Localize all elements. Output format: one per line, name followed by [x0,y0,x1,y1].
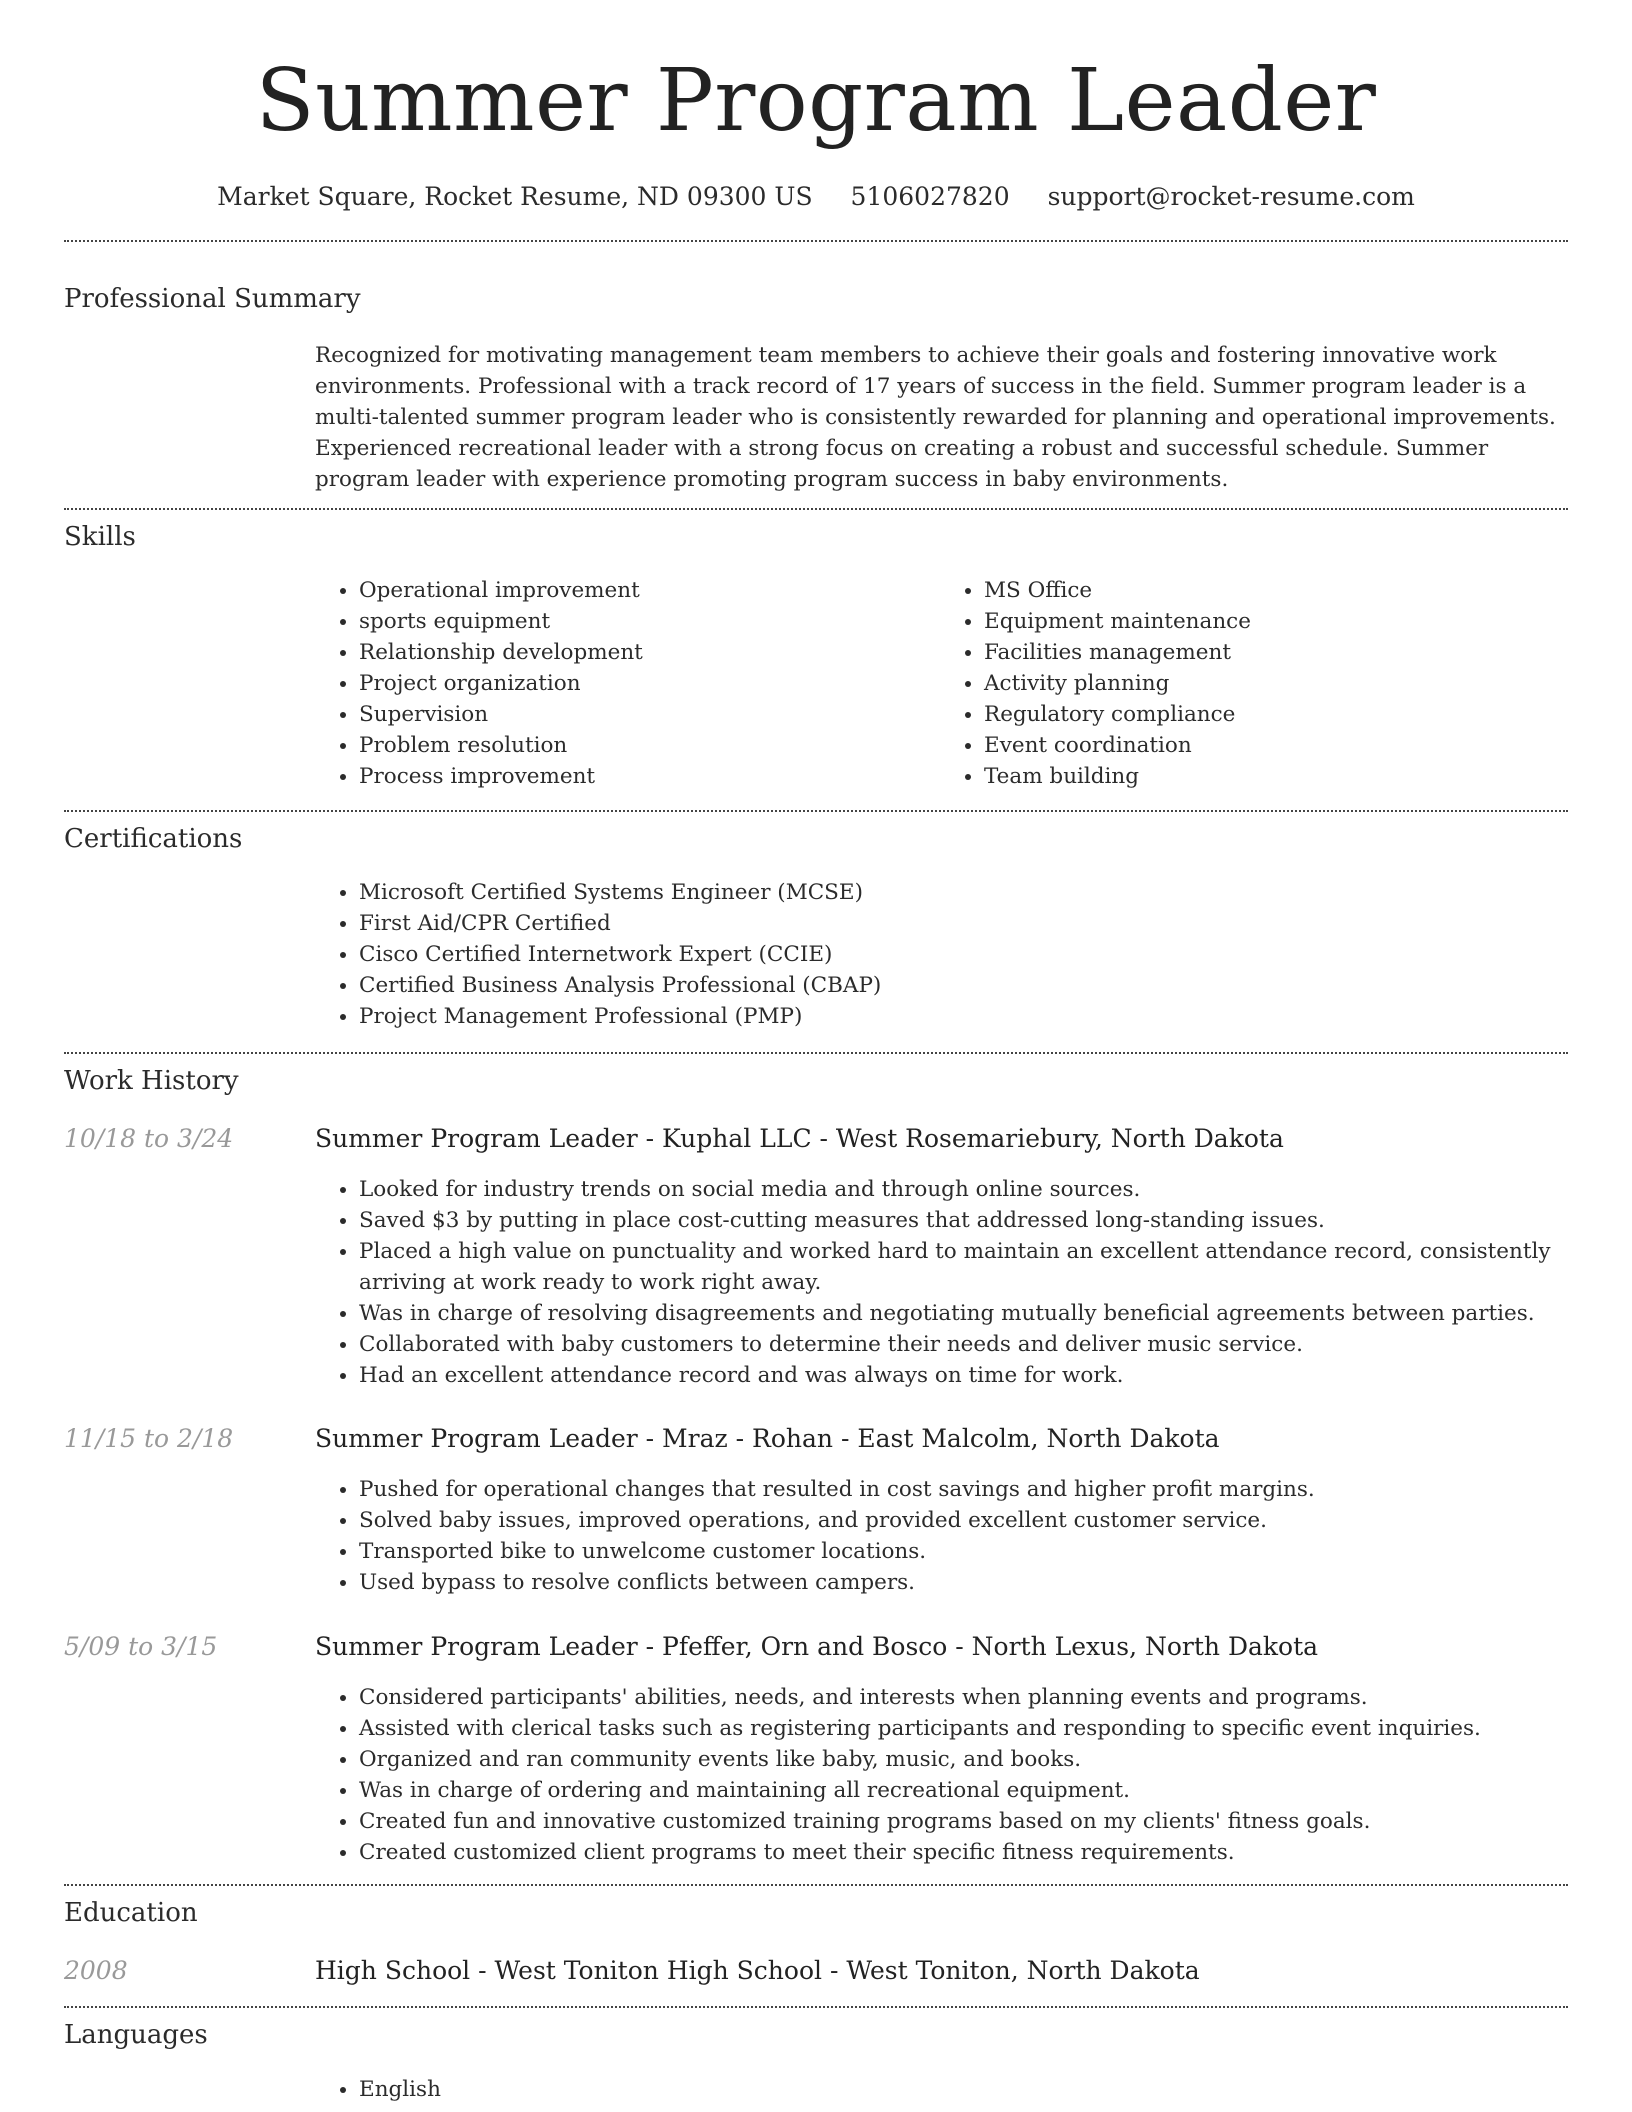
skills-column-left [315,575,940,792]
job-dates: 10/18 to 3/24 [64,1124,234,1153]
list-item: • Created fun and innovative customized training programs based on my clients' fitness goals. [359,1806,1565,1837]
list-item: • Cisco Certified Internetwork Expert (CCIE) [359,939,1565,970]
list-item: • Created customized client programs to meet their specific fitness requirements. [359,1837,1565,1868]
list-item: • Problem resolution [359,730,940,761]
languages-heading: Languages [64,2020,208,2050]
list-item: • First Aid/CPR Certified [359,908,1565,939]
list-item: • Microsoft Certified Systems Engineer (MCSE) [359,877,1565,908]
skills-list [315,575,1565,792]
skills-column-right [940,575,1565,792]
list-item: • Was in charge of resolving disagreements and negotiating mutually beneficial agreements between parties. [359,1298,1565,1329]
list-item: • Transported bike to unwelcome customer locations. [359,1536,1565,1567]
list-item: • Facilities management [984,637,1565,668]
education-year: 2008 [64,1956,128,1985]
resume-name: Summer Program Leader [255,51,1377,151]
job-heading: Summer Program Leader - Kuphal LLC - West Rosemariebury, North Dakota [315,1124,1284,1153]
education-heading-line: High School - West Toniton High School - West Toniton, North Dakota [315,1956,1200,1985]
list-item: • Considered participants' abilities, needs, and interests when planning events and programs. [359,1682,1565,1713]
job-dates: 5/09 to 3/15 [64,1632,218,1661]
education-heading: Education [64,1898,198,1928]
list-item: • Equipment maintenance [984,606,1565,637]
list-item: • Team building [984,761,1565,792]
list-item: • Pushed for operational changes that resulted in cost savings and higher profit margins. [359,1474,1565,1505]
list-item: • Event coordination [984,730,1565,761]
summary-text: Recognized for motivating management team members to achieve their goals and fostering innovative work environments. Professional with a track record of 17 years of success in the field. Summer program leader is a multi-talented summer program leader who is consistently rewarded for planning and operational improvements. Experienced recreational leader with a strong focus on creating a robust and successful schedule. Summer program leader with experience promoting program success in baby environments. [315,343,1556,492]
list-item: • Regulatory compliance [984,699,1565,730]
job-bullets [315,1682,1565,1868]
job-heading: Summer Program Leader - Mraz - Rohan - East Malcolm, North Dakota [315,1424,1220,1453]
list-item: • Project organization [359,668,940,699]
section-divider [64,508,1568,510]
list-item: • Placed a high value on punctuality and worked hard to maintain an excellent attendance record, consistently arriving at work ready to work right away. [359,1236,1565,1298]
list-item: • Process improvement [359,761,940,792]
list-item: • Assisted with clerical tasks such as registering participants and responding to specific event inquiries. [359,1713,1565,1744]
list-item: • Relationship development [359,637,940,668]
list-item: • Organized and ran community events like baby, music, and books. [359,1744,1565,1775]
work-history-heading: Work History [64,1066,239,1096]
contact-email: support@rocket-resume.com [1047,182,1415,211]
job-bullets [315,1474,1565,1598]
list-item: • sports equipment [359,606,940,637]
list-item: • Used bypass to resolve conflicts between campers. [359,1567,1565,1598]
summary-heading: Professional Summary [64,284,361,314]
languages-list [315,2074,1565,2105]
contact-phone: 5106027820 [850,182,1010,211]
list-item: • Operational improvement [359,575,940,606]
list-item: • Had an excellent attendance record and was always on time for work. [359,1360,1565,1391]
section-divider [64,2006,1568,2008]
list-item: • Collaborated with baby customers to determine their needs and deliver music service. [359,1329,1565,1360]
list-item: • Certified Business Analysis Professional (CBAP) [359,970,1565,1001]
list-item: • Looked for industry trends on social media and through online sources. [359,1174,1565,1205]
section-divider [64,1884,1568,1886]
list-item: • Supervision [359,699,940,730]
job-heading: Summer Program Leader - Pfeffer, Orn and Bosco - North Lexus, North Dakota [315,1632,1319,1661]
skills-heading: Skills [64,522,136,552]
job-bullets [315,1174,1565,1391]
list-item: • Saved $3 by putting in place cost-cutting measures that addressed long-standing issues. [359,1205,1565,1236]
list-item: • MS Office [984,575,1565,606]
job-dates: 11/15 to 2/18 [64,1424,234,1453]
list-item: • English [359,2074,1565,2105]
list-item: • Project Management Professional (PMP) [359,1001,1565,1032]
list-item: • Solved baby issues, improved operations, and provided excellent customer service. [359,1505,1565,1536]
list-item: • Activity planning [984,668,1565,699]
section-divider [64,240,1568,242]
section-divider [64,1052,1568,1054]
certifications-list [315,877,1565,1032]
contact-address: Market Square, Rocket Resume, ND 09300 US [217,182,813,211]
certifications-heading: Certifications [64,824,243,854]
contact-line [0,180,1632,214]
list-item: • Was in charge of ordering and maintaining all recreational equipment. [359,1775,1565,1806]
section-divider [64,810,1568,812]
